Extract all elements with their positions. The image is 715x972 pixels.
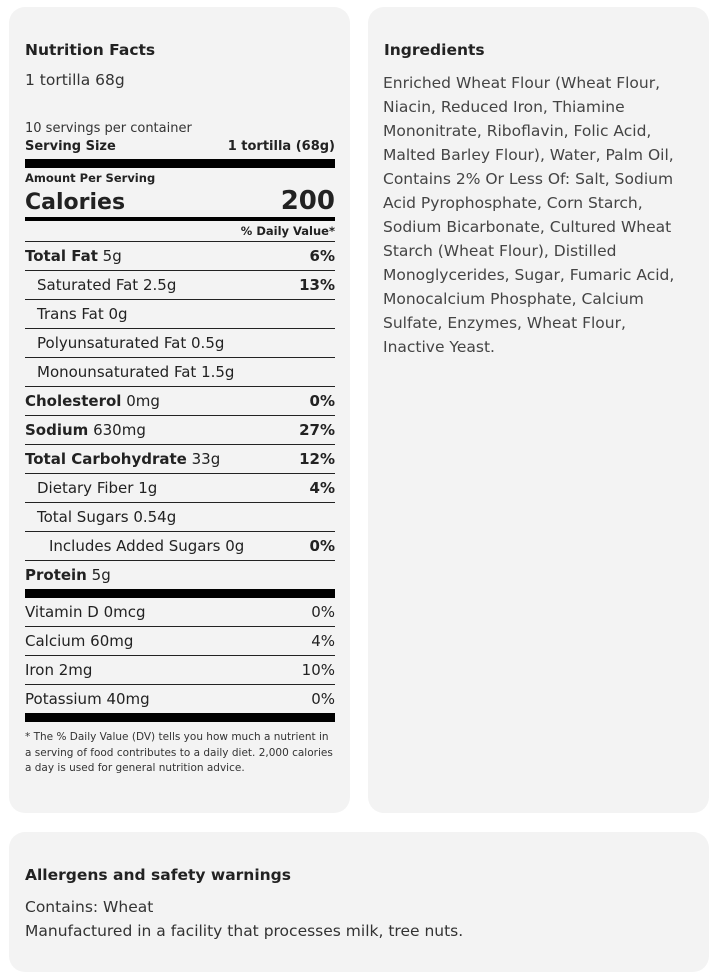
nutrient-name: Dietary Fiber bbox=[37, 479, 134, 497]
nutrient-amount: 2.5g bbox=[142, 276, 177, 294]
vitamin-name: Potassium bbox=[25, 690, 102, 708]
ingredients-card bbox=[368, 7, 709, 813]
divider-bottom bbox=[25, 713, 335, 722]
nutrient-name: Total Fat bbox=[25, 247, 98, 265]
nutrient-daily-value: 27% bbox=[299, 421, 335, 439]
nutrient-daily-value: 0% bbox=[309, 537, 335, 555]
nutrient-amount: 1g bbox=[138, 479, 158, 497]
nutrient-row-sodium bbox=[25, 416, 335, 445]
calories-label: Calories bbox=[25, 190, 126, 215]
nutrition-facts-card bbox=[9, 7, 350, 813]
vitamin-row-potassium bbox=[25, 685, 335, 713]
vitamin-name: Vitamin D bbox=[25, 603, 99, 621]
nutrient-row-protein bbox=[25, 561, 335, 589]
nutrient-amount: 1.5g bbox=[201, 363, 235, 381]
nutrient-row-dietary-fiber bbox=[25, 474, 335, 503]
divider-thick bbox=[25, 159, 335, 168]
calories-value: 200 bbox=[280, 186, 335, 216]
vitamin-daily-value: 0% bbox=[311, 603, 335, 621]
nutrient-row-trans-fat bbox=[25, 300, 335, 329]
nutrient-name: Includes Added Sugars bbox=[49, 537, 221, 555]
vitamin-amount: 2mg bbox=[58, 661, 93, 679]
nutrient-row-total-fat bbox=[25, 242, 335, 271]
nutrient-name: Saturated Fat bbox=[37, 276, 139, 294]
nutrient-daily-value: 4% bbox=[309, 479, 335, 497]
nutrient-daily-value: 12% bbox=[299, 450, 335, 468]
nutrient-amount: 0mg bbox=[126, 392, 160, 410]
nutrient-amount: 5g bbox=[91, 566, 111, 584]
nutrient-name: Monounsaturated Fat bbox=[37, 363, 197, 381]
nutrient-name: Sodium bbox=[25, 421, 89, 439]
nutrient-row-cholesterol bbox=[25, 387, 335, 416]
vitamin-row-iron bbox=[25, 656, 335, 685]
nutrient-name: Cholesterol bbox=[25, 392, 122, 410]
nutrient-name: Total Carbohydrate bbox=[25, 450, 187, 468]
nutrient-row-total-carbohydrate bbox=[25, 445, 335, 474]
nutrient-row-polyunsaturated-fat bbox=[25, 329, 335, 358]
vitamin-amount: 40mg bbox=[106, 690, 150, 708]
serving-size-row bbox=[25, 137, 335, 156]
divider-heavy bbox=[25, 589, 335, 598]
nutrient-name: Protein bbox=[25, 566, 87, 584]
daily-value-footnote: * The % Daily Value (DV) tells you how much a nutrient in a serving of food contributes to a daily diet. 2,000 calories a day is used for general nutrition advice. bbox=[25, 731, 333, 774]
serving-size-label: Serving Size bbox=[25, 139, 116, 154]
vitamin-row-calcium bbox=[25, 627, 335, 656]
nutrient-amount: 33g bbox=[191, 450, 221, 468]
nutrient-row-total-sugars bbox=[25, 503, 335, 532]
vitamin-amount: 60mg bbox=[90, 632, 134, 650]
vitamin-row-vitamin-d bbox=[25, 598, 335, 627]
nutrient-amount: 0g bbox=[225, 537, 245, 555]
nutrient-amount: 0.5g bbox=[191, 334, 225, 352]
nutrient-daily-value: 13% bbox=[299, 276, 335, 294]
nutrient-row-monounsaturated-fat bbox=[25, 358, 335, 387]
vitamin-name: Iron bbox=[25, 661, 54, 679]
nutrient-daily-value: 6% bbox=[309, 247, 335, 265]
allergen-facility-warning: Manufactured in a facility that processes milk, tree nuts. bbox=[25, 922, 464, 940]
calories-row bbox=[25, 185, 335, 217]
vitamin-daily-value: 0% bbox=[311, 690, 335, 708]
vitamin-name: Calcium bbox=[25, 632, 86, 650]
serving-description: 1 tortilla 68g bbox=[25, 71, 125, 89]
nutrient-amount: 0g bbox=[108, 305, 128, 323]
nutrition-facts-title: Nutrition Facts bbox=[25, 41, 156, 59]
nutrient-row-added-sugars bbox=[25, 532, 335, 561]
servings-per-container: 10 servings per container bbox=[25, 121, 192, 136]
nutrient-daily-value: 0% bbox=[309, 392, 335, 410]
vitamin-amount: 0mcg bbox=[103, 603, 146, 621]
amount-per-serving: Amount Per Serving bbox=[25, 171, 156, 185]
allergen-contains: Contains: Wheat bbox=[25, 898, 154, 916]
ingredients-title: Ingredients bbox=[384, 41, 485, 59]
daily-value-header: % Daily Value* bbox=[25, 221, 335, 242]
vitamin-daily-value: 4% bbox=[311, 632, 335, 650]
nutrient-name: Trans Fat bbox=[37, 305, 104, 323]
allergens-card bbox=[9, 832, 709, 972]
nutrient-row-saturated-fat bbox=[25, 271, 335, 300]
nutrient-amount: 0.54g bbox=[133, 508, 177, 526]
nutrient-name: Total Sugars bbox=[37, 508, 129, 526]
serving-size-value: 1 tortilla (68g) bbox=[227, 139, 335, 154]
nutrition-label bbox=[25, 120, 335, 777]
nutrient-amount: 630mg bbox=[93, 421, 146, 439]
vitamin-daily-value: 10% bbox=[301, 661, 335, 679]
nutrient-amount: 5g bbox=[102, 247, 122, 265]
ingredients-text: Enriched Wheat Flour (Wheat Flour, Niacin, Reduced Iron, Thiamine Mononitrate, Riboflavin, Folic Acid, Malted Barley Flour), Water, Palm Oil, Contains 2% Or Less Of: Salt, Sodium Acid Pyrophosphate, Corn Starch, Sodium Bicarbonate, Cultured Wheat Starch (Wheat Flour), Distilled Monoglycerides, Sugar, Fumaric Acid, Monocalcium Phosphate, Calcium Sulfate, Enzymes, Wheat Flour, Inactive Yeast. bbox=[383, 74, 675, 356]
allergens-title: Allergens and safety warnings bbox=[25, 866, 292, 884]
nutrient-name: Polyunsaturated Fat bbox=[37, 334, 187, 352]
